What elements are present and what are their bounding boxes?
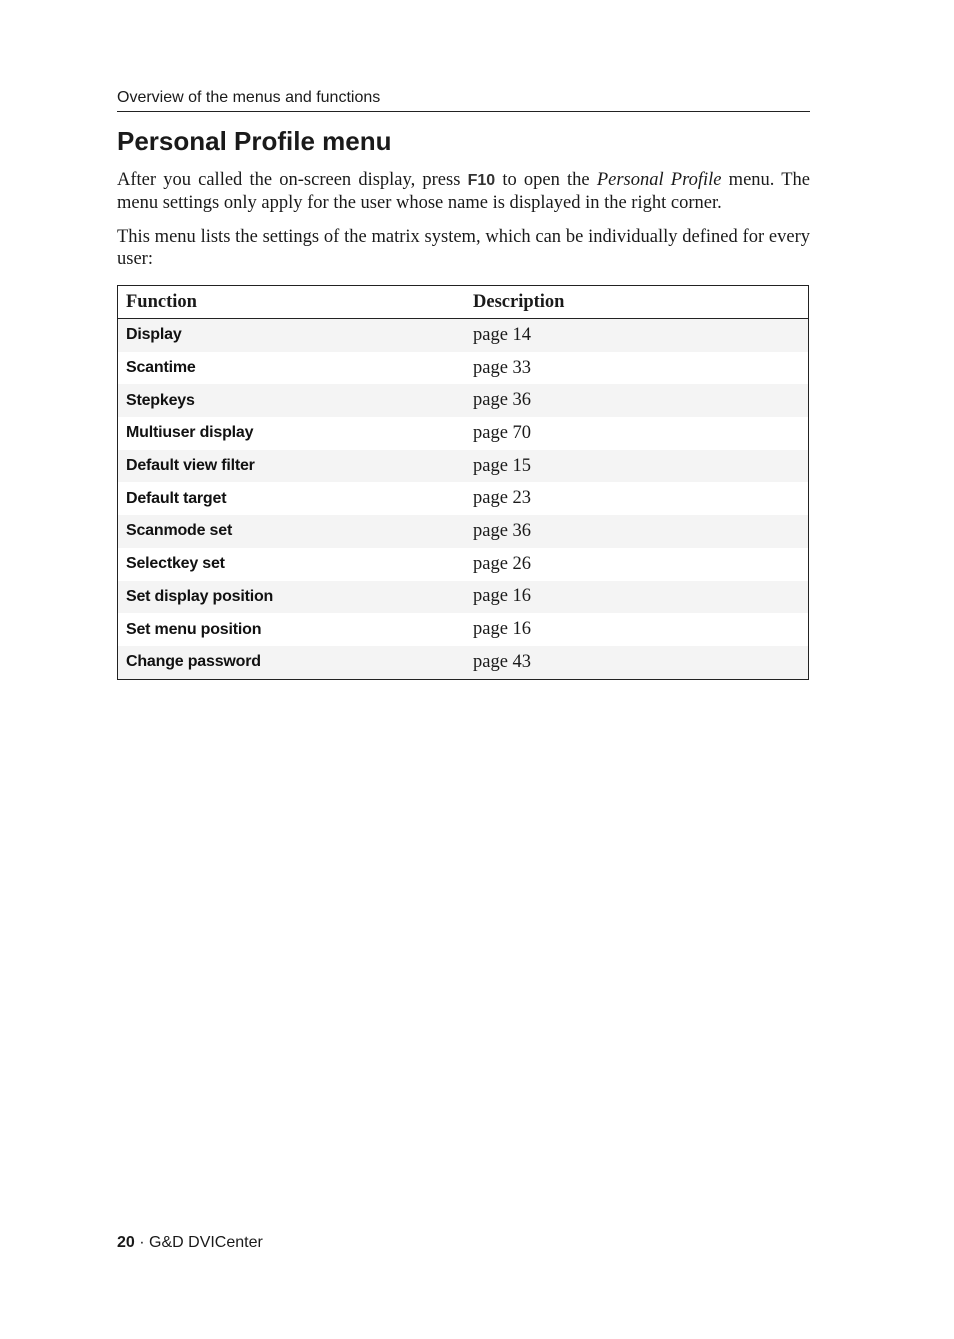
description-cell: page 15 [465,450,809,483]
function-cell: Multiuser display [126,424,254,442]
settings-paragraph: This menu lists the settings of the matrix system, which can be individually defined for every user: [117,227,810,269]
footer-separator: · [134,1234,150,1251]
function-cell: Display [118,319,466,352]
table-row [118,613,809,646]
function-cell: Set menu position [126,620,262,638]
description-cell: page 16 [465,581,809,614]
table-row [118,646,809,679]
table-row [118,450,809,483]
page-number: 20 [117,1234,135,1251]
description-cell: page 16 [473,619,532,640]
function-cell: Default target [126,489,227,507]
table-row [118,417,809,450]
running-header: Overview of the menus and functions [117,89,810,112]
description-cell: page 23 [473,488,532,509]
description-cell: page 33 [473,357,532,378]
table-row [118,352,809,385]
table-header-row [118,286,809,319]
table-row [118,581,809,614]
table-row [118,384,809,417]
page-title: Personal Profile menu [117,126,392,156]
function-cell: Scantime [126,359,196,377]
table-row [118,319,809,352]
function-cell: Stepkeys [118,384,466,417]
functions-table [117,285,809,680]
description-cell: page 36 [465,384,809,417]
f10-key-label: F10 [467,172,496,189]
table-row [118,482,809,515]
intro-text-3: menu. The menu settings only apply for the user whose name is displayed in the right corner. [117,170,811,213]
function-cell: Change password [118,646,466,679]
function-cell: Default view filter [118,450,466,483]
function-cell: Set display position [118,581,466,614]
column-header-function: Function [118,286,466,319]
intro-text-2: to open the [495,170,597,190]
menu-name: Personal Profile [596,170,722,190]
table-row [118,515,809,548]
intro-paragraph [117,169,810,214]
description-cell: page 26 [473,553,532,574]
description-cell: page 43 [465,646,809,679]
description-cell: page 70 [473,422,532,443]
function-cell: Scanmode set [118,515,466,548]
table-row [118,548,809,581]
column-header-description: Description [465,286,809,319]
description-cell: page 14 [465,319,809,352]
page-footer [117,1234,263,1252]
intro-text-1: After you called the on-screen display, press [117,170,468,190]
product-name: G&D DVICenter [149,1234,263,1251]
function-cell: Selectkey set [126,555,225,573]
description-cell: page 36 [465,515,809,548]
